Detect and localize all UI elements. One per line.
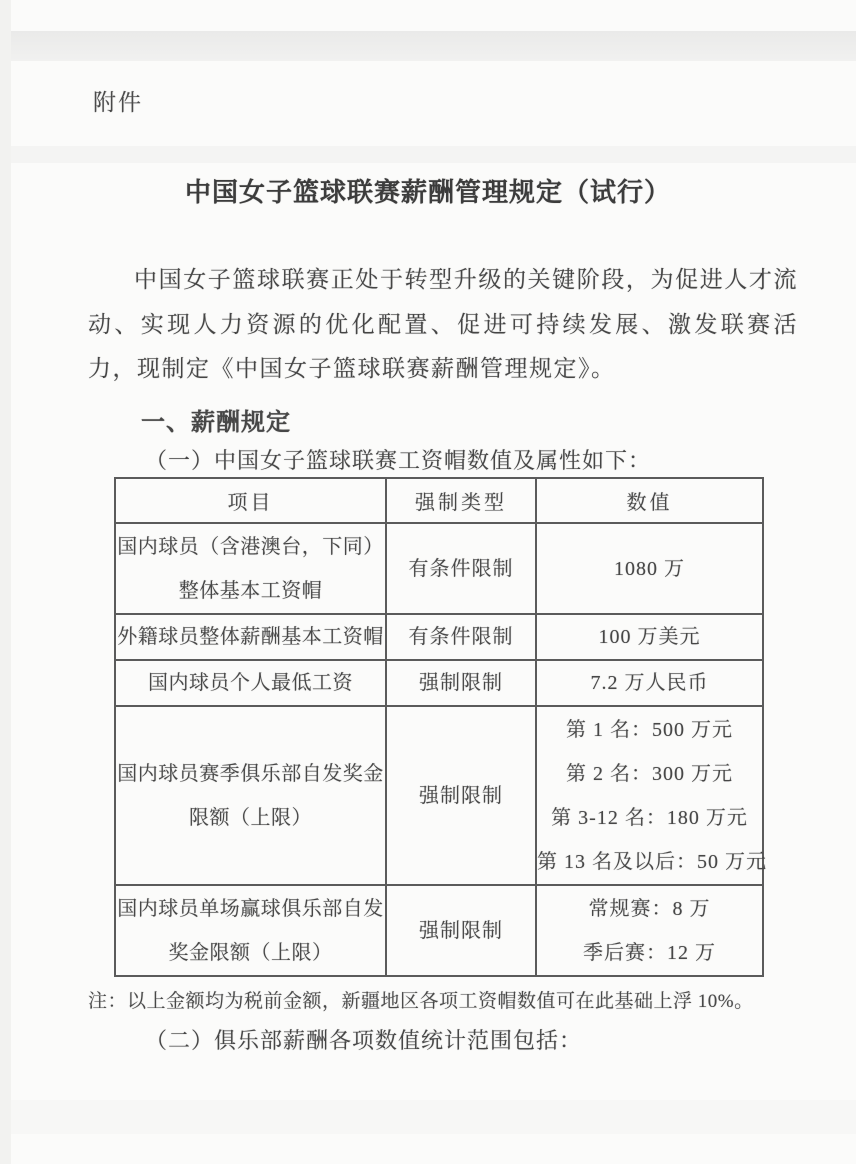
scan-artifact-band (0, 1100, 856, 1134)
section-heading-salary-rules: 一、薪酬规定 (141, 409, 291, 436)
item-cell (115, 706, 386, 885)
scan-artifact-band (0, 31, 856, 61)
cell-line: 季后赛：12 万 (583, 941, 716, 964)
cell-line: 限额（上限） (189, 806, 312, 829)
type-cell (386, 614, 536, 660)
value-cell (536, 614, 763, 660)
cell-line: 外籍球员整体薪酬基本工资帽 (117, 626, 384, 648)
column-header: 项目 (115, 478, 386, 523)
table-header-row (115, 478, 763, 523)
cell-line: 第 13 名及以后：50 万元 (537, 850, 767, 873)
document-title: 中国女子篮球联赛薪酬管理规定（试行） (184, 178, 671, 207)
table-row (115, 614, 763, 660)
cell-line: 强制限制 (419, 672, 503, 694)
column-header: 强制类型 (386, 478, 536, 523)
cell-line: 第 2 名：300 万元 (566, 762, 733, 785)
value-cell (536, 706, 767, 885)
column-header: 数值 (536, 478, 763, 523)
item-cell (115, 523, 386, 614)
cell-line: 有条件限制 (408, 557, 514, 580)
type-cell (386, 885, 536, 976)
table-row (115, 660, 763, 706)
cell-line: 强制限制 (419, 919, 503, 942)
cell-line: 国内球员个人最低工资 (148, 672, 353, 694)
scan-artifact-band (0, 146, 856, 163)
item-cell (115, 885, 386, 976)
cell-line: 第 1 名：500 万元 (566, 718, 733, 741)
value-cell (536, 660, 763, 706)
subsection-2-label: （二）俱乐部薪酬各项数值统计范围包括： (145, 1028, 583, 1053)
type-cell (386, 660, 536, 706)
intro-paragraph: 中国女子篮球联赛正处于转型升级的关键阶段，为促进人才流动、实现人力资源的优化配置、促进可持续发展、激发联赛活力，现制定《中国女子篮球联赛薪酬管理规定》。 (88, 267, 798, 381)
cell-line: 有条件限制 (408, 626, 514, 648)
subsection-1-label: （一）中国女子篮球联赛工资帽数值及属性如下： (145, 448, 652, 473)
table-note: 注：以上金额均为税前金额，新疆地区各项工资帽数值可在此基础上浮 10%。 (88, 991, 754, 1012)
cell-line: 常规赛：8 万 (588, 897, 711, 920)
cell-line: 强制限制 (419, 784, 503, 807)
salary-cap-table (114, 477, 767, 977)
cell-line: 奖金限额（上限） (168, 941, 333, 964)
cell-line: 国内球员单场赢球俱乐部自发 (117, 897, 384, 920)
type-cell (386, 706, 536, 885)
value-cell (536, 885, 763, 976)
attachment-label: 附件 (93, 89, 143, 115)
item-cell (115, 614, 386, 660)
table-row (115, 523, 763, 614)
cell-line: 1080 万 (614, 557, 685, 580)
cell-line: 国内球员（含港澳台，下同） (117, 535, 384, 558)
item-cell (115, 660, 386, 706)
cell-line: 第 3-12 名：180 万元 (551, 806, 748, 829)
value-cell (536, 523, 763, 614)
cell-line: 整体基本工资帽 (178, 579, 323, 602)
cell-line: 国内球员赛季俱乐部自发奖金 (117, 762, 384, 785)
cell-line: 7.2 万人民币 (590, 672, 709, 694)
table-row (115, 706, 763, 885)
cell-line: 100 万美元 (598, 626, 701, 648)
type-cell (386, 523, 536, 614)
table-row (115, 885, 763, 976)
